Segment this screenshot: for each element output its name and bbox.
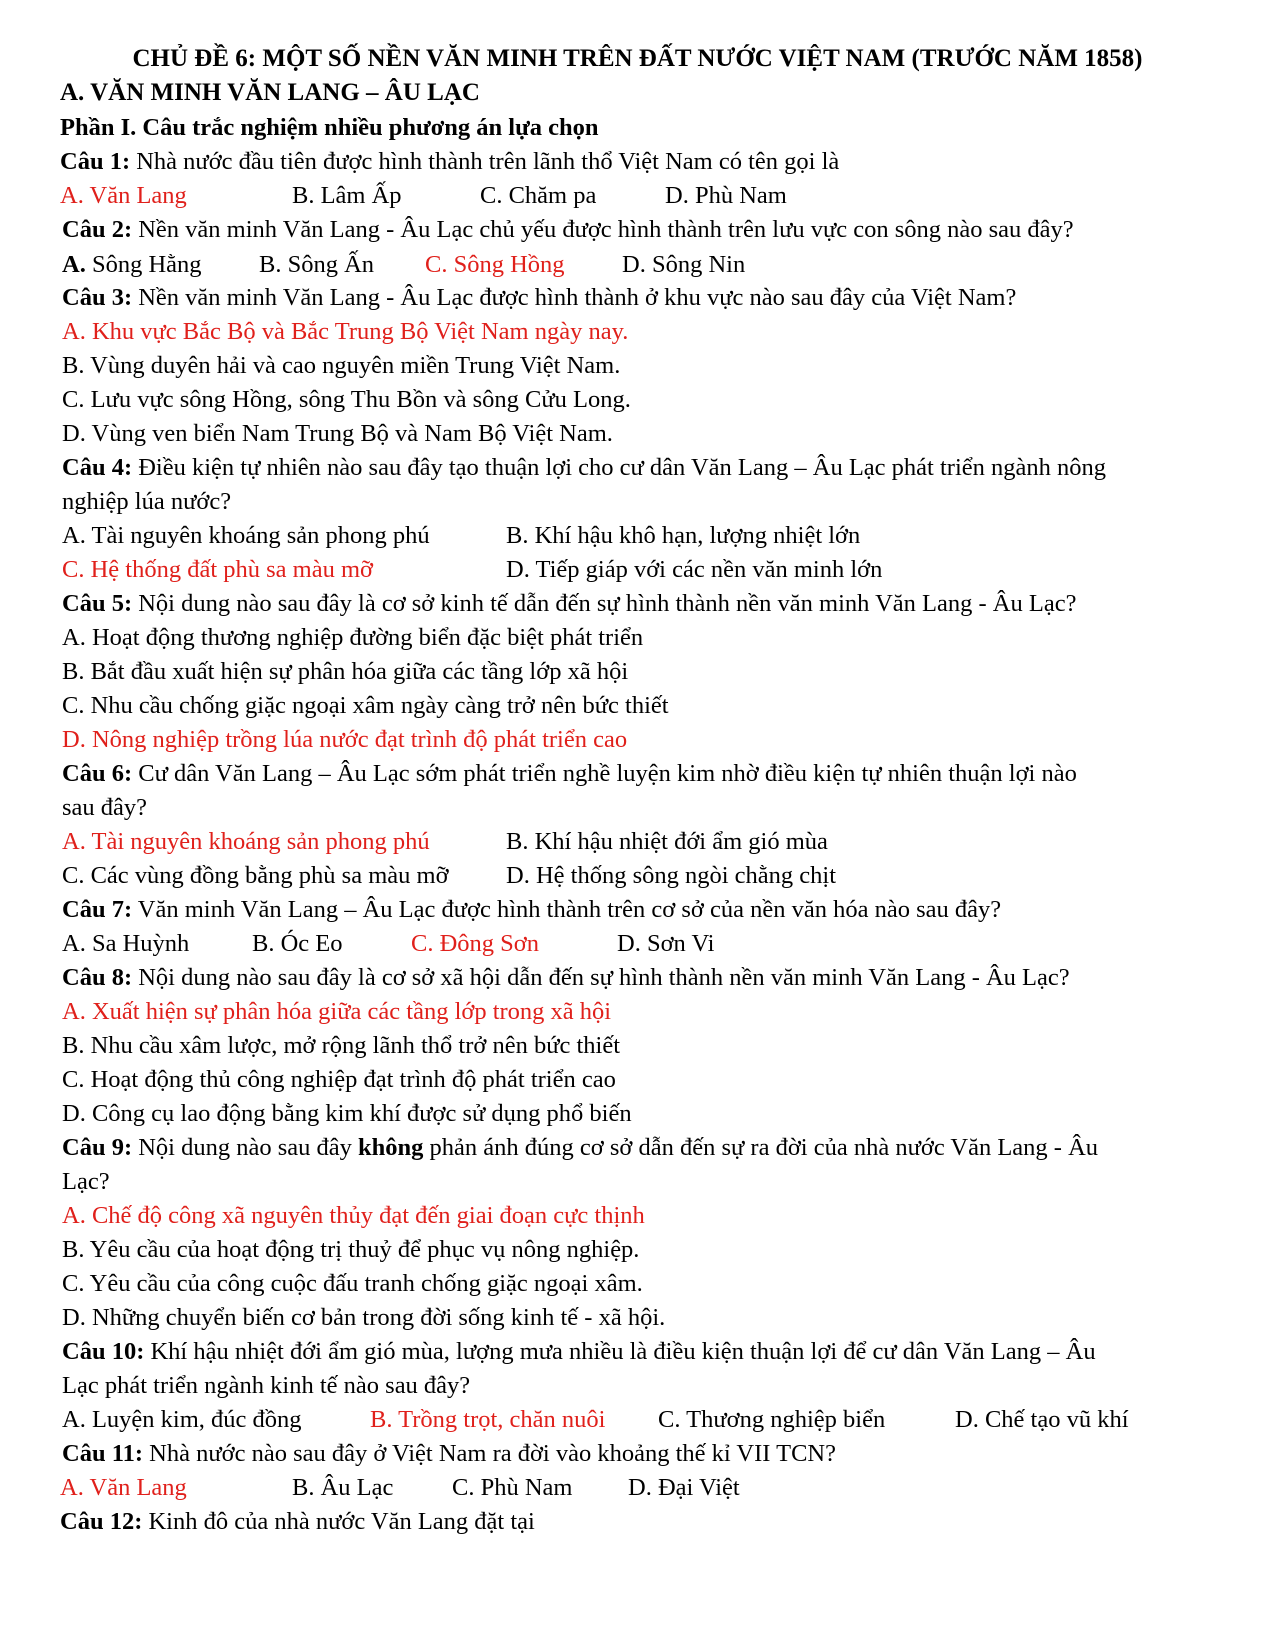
question-label: Câu 2: xyxy=(62,216,133,243)
option-a[interactable]: A. Hoạt động thương nghiệp đường biển đặc biệt phát triển xyxy=(62,624,644,651)
question-text-cont: Lạc phát triển ngành kinh tế nào sau đây? xyxy=(62,1372,471,1399)
option-b[interactable]: B. Vùng duyên hải và cao nguyên miền Trung Việt Nam. xyxy=(62,352,621,379)
option-a[interactable] xyxy=(62,250,202,280)
option-d[interactable]: D. Chế tạo vũ khí xyxy=(955,1406,1129,1433)
question-6 xyxy=(62,759,1077,789)
option-c[interactable]: C. Hoạt động thủ công nghiệp đạt trình độ phát triển cao xyxy=(62,1066,616,1093)
option-d[interactable]: D. Vùng ven biển Nam Trung Bộ và Nam Bộ Việt Nam. xyxy=(62,420,613,447)
option-c[interactable]: C. Các vùng đồng bằng phù sa màu mỡ xyxy=(62,862,449,889)
question-1 xyxy=(60,147,839,177)
question-label: Câu 7: xyxy=(62,896,133,923)
option-d[interactable]: D. Phù Nam xyxy=(665,182,787,209)
question-text-cont: Lạc? xyxy=(62,1168,110,1195)
option-b[interactable]: B. Yêu cầu của hoạt động trị thuỷ để phục vụ nông nghiệp. xyxy=(62,1236,640,1263)
question-2 xyxy=(62,215,1074,245)
option-c[interactable]: C. Thương nghiệp biển xyxy=(658,1406,886,1433)
option-b[interactable]: B. Lâm Ấp xyxy=(292,182,402,209)
question-text-cont: sau đây? xyxy=(62,794,148,821)
question-text: Khí hậu nhiệt đới ẩm gió mùa, lượng mưa nhiều là điều kiện thuận lợi để cư dân Văn Lang – Âu xyxy=(144,1338,1096,1365)
option-a[interactable]: A. Khu vực Bắc Bộ và Bắc Trung Bộ Việt Nam ngày nay. xyxy=(62,318,629,345)
option-d[interactable]: D. Đại Việt xyxy=(628,1474,740,1501)
option-b[interactable]: B. Khí hậu khô hạn, lượng nhiệt lớn xyxy=(506,522,861,549)
question-text: Nội dung nào sau đây xyxy=(132,1134,359,1161)
option-a[interactable]: A. Luyện kim, đúc đồng xyxy=(62,1406,302,1433)
question-text: Văn minh Văn Lang – Âu Lạc được hình thành trên cơ sở của nền văn hóa nào sau đây? xyxy=(132,896,1002,923)
question-text: Nền văn minh Văn Lang - Âu Lạc chủ yếu được hình thành trên lưu vực con sông nào sau đây? xyxy=(132,216,1074,243)
question-text: Nội dung nào sau đây là cơ sở xã hội dẫn đến sự hình thành nền văn minh Văn Lang - Âu Lạc? xyxy=(132,964,1070,991)
option-c[interactable]: C. Sông Hồng xyxy=(425,251,565,278)
option-d[interactable]: D. Nông nghiệp trồng lúa nước đạt trình độ phát triển cao xyxy=(62,726,628,753)
question-emphasis: không xyxy=(358,1134,424,1161)
question-text: Nền văn minh Văn Lang - Âu Lạc được hình thành ở khu vực nào sau đây của Việt Nam? xyxy=(132,284,1017,311)
question-5 xyxy=(62,589,1076,619)
question-7 xyxy=(62,895,1001,925)
option-d[interactable]: D. Công cụ lao động bằng kim khí được sử dụng phổ biến xyxy=(62,1100,632,1127)
question-label: Câu 6: xyxy=(62,760,133,787)
option-d[interactable]: D. Hệ thống sông ngòi chằng chịt xyxy=(506,862,837,889)
question-text: Nhà nước nào sau đây ở Việt Nam ra đời vào khoảng thế kỉ VII TCN? xyxy=(143,1440,836,1467)
question-text: Cư dân Văn Lang – Âu Lạc sớm phát triển nghề luyện kim nhờ điều kiện tự nhiên thuận lợi nào xyxy=(132,760,1077,787)
option-c[interactable]: C. Lưu vực sông Hồng, sông Thu Bồn và sông Cửu Long. xyxy=(62,386,631,413)
question-label: Câu 9: xyxy=(62,1134,133,1161)
part-heading: Phần I. Câu trắc nghiệm nhiều phương án lựa chọn xyxy=(60,114,599,141)
question-text: Nội dung nào sau đây là cơ sở kinh tế dẫn đến sự hình thành nền văn minh Văn Lang - Âu Lạc? xyxy=(132,590,1077,617)
option-text: Sông Hằng xyxy=(85,251,202,278)
option-a[interactable]: A. Văn Lang xyxy=(60,1474,187,1501)
option-b[interactable]: B. Nhu cầu xâm lược, mở rộng lãnh thổ trở nên bức thiết xyxy=(62,1032,621,1059)
option-d[interactable]: D. Những chuyển biến cơ bản trong đời sống kinh tế - xã hội. xyxy=(62,1304,666,1331)
question-text-cont: nghiệp lúa nước? xyxy=(62,488,232,515)
option-b[interactable]: B. Sông Ấn xyxy=(259,251,375,278)
option-c[interactable]: C. Yêu cầu của công cuộc đấu tranh chống giặc ngoại xâm. xyxy=(62,1270,643,1297)
question-8 xyxy=(62,963,1070,993)
question-11 xyxy=(62,1439,836,1469)
question-text: phản ánh đúng cơ sở dẫn đến sự ra đời của nhà nước Văn Lang - Âu xyxy=(423,1134,1099,1161)
question-label: Câu 11: xyxy=(62,1440,144,1467)
question-label: Câu 12: xyxy=(60,1508,143,1535)
question-text: Nhà nước đầu tiên được hình thành trên lãnh thổ Việt Nam có tên gọi là xyxy=(130,148,840,175)
section-heading: A. VĂN MINH VĂN LANG – ÂU LẠC xyxy=(60,79,480,106)
question-12 xyxy=(60,1507,535,1537)
option-a[interactable]: A. Tài nguyên khoáng sản phong phú xyxy=(62,522,430,549)
option-c[interactable]: C. Nhu cầu chống giặc ngoại xâm ngày càng trở nên bức thiết xyxy=(62,692,669,719)
option-d[interactable]: D. Sông Nin xyxy=(622,251,746,278)
option-b[interactable]: B. Trồng trọt, chăn nuôi xyxy=(370,1406,606,1433)
option-b[interactable]: B. Khí hậu nhiệt đới ẩm gió mùa xyxy=(506,828,828,855)
option-d[interactable]: D. Tiếp giáp với các nền văn minh lớn xyxy=(506,556,883,583)
question-label: Câu 4: xyxy=(62,454,133,481)
question-text: Điều kiện tự nhiên nào sau đây tạo thuận lợi cho cư dân Văn Lang – Âu Lạc phát triển ngành nông xyxy=(132,454,1106,481)
option-d[interactable]: D. Sơn Vi xyxy=(617,930,715,957)
question-label: Câu 1: xyxy=(60,148,131,175)
option-a[interactable]: A. Xuất hiện sự phân hóa giữa các tầng lớp trong xã hội xyxy=(62,998,612,1025)
question-3 xyxy=(62,283,1016,313)
page-title: CHỦ ĐỀ 6: MỘT SỐ NỀN VĂN MINH TRÊN ĐẤT NƯỚC VIỆT NAM (TRƯỚC NĂM 1858) xyxy=(132,45,1143,72)
question-label: Câu 8: xyxy=(62,964,133,991)
option-b[interactable]: B. Bắt đầu xuất hiện sự phân hóa giữa các tầng lớp xã hội xyxy=(62,658,629,685)
option-a[interactable]: A. Chế độ công xã nguyên thủy đạt đến giai đoạn cực thịnh xyxy=(62,1202,645,1229)
question-9 xyxy=(62,1133,1098,1163)
option-b[interactable]: B. Âu Lạc xyxy=(292,1474,394,1501)
option-a[interactable]: A. Văn Lang xyxy=(60,182,187,209)
option-a[interactable]: A. Tài nguyên khoáng sản phong phú xyxy=(62,828,430,855)
question-label: Câu 10: xyxy=(62,1338,145,1365)
question-label: Câu 5: xyxy=(62,590,133,617)
question-text: Kinh đô của nhà nước Văn Lang đặt tại xyxy=(142,1508,535,1535)
option-c[interactable]: C. Đông Sơn xyxy=(411,930,539,957)
option-c[interactable]: C. Chăm pa xyxy=(480,182,597,209)
option-c[interactable]: C. Hệ thống đất phù sa màu mỡ xyxy=(62,556,373,583)
question-label: Câu 3: xyxy=(62,284,133,311)
option-b[interactable]: B. Óc Eo xyxy=(252,930,343,957)
option-a[interactable]: A. Sa Huỳnh xyxy=(62,930,190,957)
question-4 xyxy=(62,453,1106,483)
option-c[interactable]: C. Phù Nam xyxy=(452,1474,573,1501)
question-10 xyxy=(62,1337,1096,1367)
option-key: A. xyxy=(62,251,86,278)
